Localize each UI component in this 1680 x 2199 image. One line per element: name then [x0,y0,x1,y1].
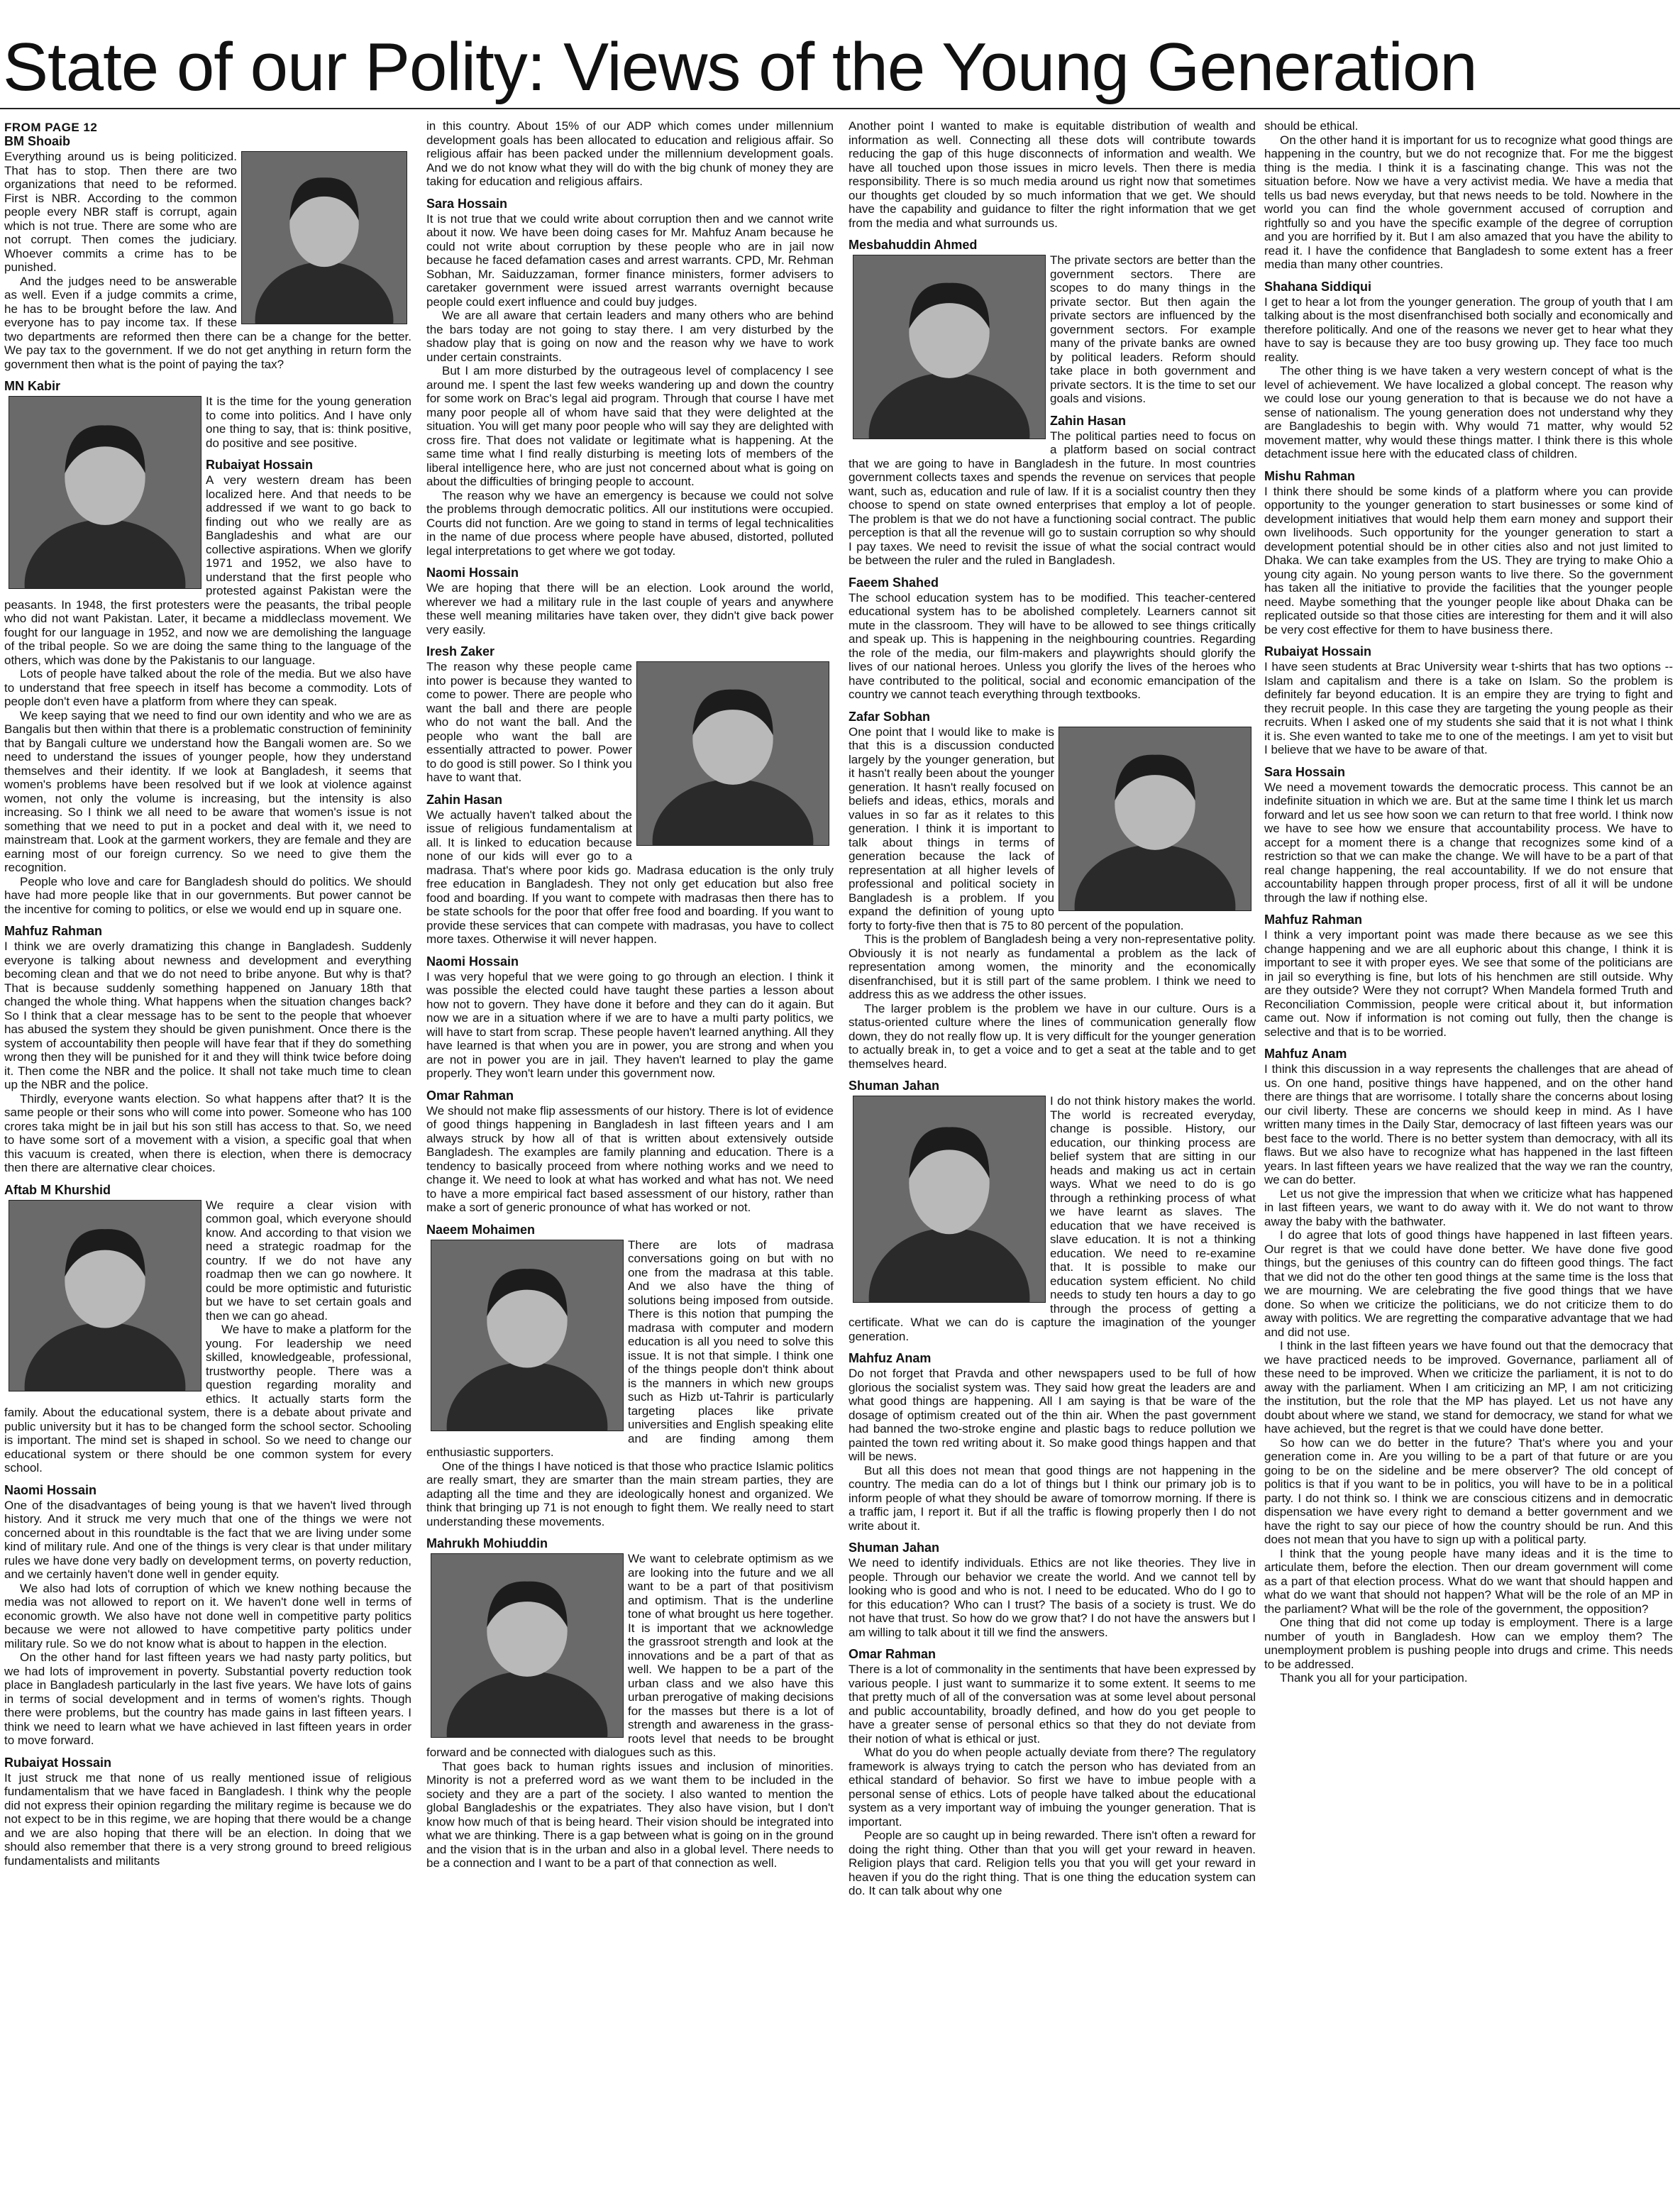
portrait-silhouette-icon [9,397,201,588]
speaker-name: Mishu Rahman [1264,468,1356,483]
body-paragraph: I think there should be some kinds of a platform where you can provide opportunity to the younger generation to start businesses or some kind of development initiatives that would help them earn money and support their own livelihoods. Such opportunity for the younger generation to start a development potential should be in other cities also and not just limited to Dhaka. We can take examples from the US. They are trying to make Ohio a young city again. No young person wants to live there. So the government has taken all the initiative to provide the facilities that the younger people need. Maybe something that the younger people like about Dhaka can be replicated outside so that those cities are interesting for them and it will also be very cost effective for them to have business there. [1264,484,1673,636]
portrait-photo-iresh-zaker [636,661,829,846]
portrait-silhouette-icon [1059,727,1251,910]
speaker-name: Faeem Shahed [849,575,939,590]
body-paragraph: One of the things I have noticed is that those who practice Islamic politics are really smart, they are smarter than the main stream parties, they are adapting all the time and they are ideologically honest and organized. We think that bringing up 71 is not enough to fight them. We really need to start understanding these movements. [426,1459,834,1528]
body-paragraph: We are hoping that there will be an election. Look around the world, wherever we had a military rule in the last couple of years and anywhere these well meaning militaries have taken over, they didn't give back power very easily. [426,581,834,636]
body-paragraph: It is the time for the young generation to come into politics. And I have only one thing to say, that is: think positive, do positive and see positive. [206,395,411,450]
portrait-photo-mahrukh-mohiuddin [431,1553,624,1738]
column-3 [849,119,1256,2188]
portrait-photo-shuman-jahan [853,1096,1046,1303]
body-paragraph: There is a lot of commonality in the sentiments that have been expressed by various people. I just want to summarize it to some extent. It seems to me that pretty much of all of the conversation was at some level about personal and public accountability, broadly defined, and how do you get people to have a greater sense of personal ethics so that they do not deviate from their notion of what is ethical or just. [849,1663,1256,1746]
speaker-name: Naeem Mohaimen [426,1222,536,1237]
body-paragraph: One of the disadvantages of being young is that we haven't lived through history. And it struck me very much that one of the things we were not concerned about in this roundtable is the fact that we are living under some kind of military rule. And one of the things is very clear is that under military rules we have done very badly on development terms, on poverty reduction, and we certainly haven't done well in gender equity. [4,1498,411,1581]
body-paragraph: I get to hear a lot from the younger generation. The group of youth that I am talking about is the most disenfranchised both socially and economically and therefore politically. And one of the reasons we never get to hear what they have to say is because they are too busy growing up. They face too much reality. [1264,294,1673,364]
body-paragraph: We actually haven't talked about the issue of religious fundamentalism at all. It is linked to education because none of our kids will ever go to a madrasa. That's where poor kids go. Madrasa education is the only truly free education in Bangladesh. They not only get education but also free food and boarding. If you want to compete with madrasas then there has to be state schools for the poor that offer free food and boarding. If you want to provide these services that can compete with madrasas, you have to collect more taxes. Otherwise it will never happen. [426,808,834,946]
portrait-silhouette-icon [637,662,829,845]
portrait-photo-naeem-mohaimen [431,1240,624,1431]
body-paragraph: Everything around us is being politicized. That has to stop. Then there are two organizations that need to be reformed. First is NBR. According to the common people every NBR staff is corrupt, again which is not true. There are some who are not corrupt. Then comes the judiciary. Whoever commits a crime has to be punished. [4,150,237,274]
body-paragraph: We have to make a platform for the young. For leadership we need skilled, knowledgeable, professional, trustworthy people. There was a question regarding morality and ethics. It actually starts form the family. About the educational system, there is a debate about private and public university but it has to be changed form the school sector. Schooling is important. The mind set is shaped in school. So we need to change our educational system or there should be one common system for every school. [4,1323,411,1475]
speaker-name: Zafar Sobhan [849,709,931,724]
portrait-photo-mesbahuddin-ahmed [853,255,1046,439]
body-paragraph: Thank you all for your participation. [1280,1671,1468,1685]
body-paragraph: We should not make flip assessments of our history. There is lot of evidence of good things happening in Bangladesh in last fifteen years and I am always struck by how all of that is written about extensively outside Bangladesh. The examples are family planning and education. There is a tendency to basically proceed from where nothing works and we need to change it. We need to look at what has worked and what has not. We need to have a more empirical fact based assessment of our history, rather than make a sort of generic pronounce of what has worked or not. [426,1103,834,1214]
column-1 [4,133,411,2188]
speaker-name: Rubaiyat Hossain [4,1755,112,1770]
body-paragraph: People who love and care for Bangladesh should do politics. We should have had more people like that in our governments. But power cannot be the incentive for coming to politics, or else we would end up in square one. [4,874,411,916]
body-paragraph: Lots of people have talked about the role of the media. But we also have to understand that free speech in itself has become a commodity. Lots of people don't even have a platform from where they can speak. [4,667,411,708]
speaker-name: Mahrukh Mohiuddin [426,1536,548,1550]
speaker-name: Omar Rahman [849,1647,936,1661]
body-paragraph: It just struck me that none of us really mentioned issue of religious fundamentalism that we have faced in Bangladesh. I think why the people did not express their opinion regarding the military regime is because we do not expect to be in this regime, we are hoping that there would be a change and we are also hoping that there will be an election. In doing that we should also remember that there is a very strong ground to breed religious fundamentalists and militants [4,1770,411,1868]
speaker-name: Shuman Jahan [849,1541,940,1555]
body-paragraph: I think a very important point was made there because as we see this change happening and we are all euphoric about this change, I think it is important to see it with proper eyes. We see that some of the politicians are in jail so everything is fine, but lots of his henchmen are still outside. Why are they outside? Were they not corrupt? When Mandela formed Truth and Reconciliation Commission, people were critical about it, but information came out. Now if information is not coming out fully, then the change is selective and that is to be worried. [1264,928,1673,1039]
speaker-name: Aftab M Khurshid [4,1182,111,1197]
body-paragraph: We require a clear vision with common goal, which everyone should know. And according to that vision we need a strategic roadmap for the country. If we do not have any roadmap then we can go nowhere. It could be more optimistic and futuristic but we have to set certain goals and then we can go ahead. [206,1198,411,1323]
body-paragraph: The larger problem is the problem we have in our culture. Ours is a status-oriented culture where the lines of communication generally flow down, they do not really flow up. It is very difficult for the younger generation to actually break in, to get a voice and to get a seat at the table and to get themselves heard. [849,1001,1256,1071]
speaker-name: Naomi Hossain [426,954,519,969]
portrait-silhouette-icon [853,255,1045,439]
body-paragraph: We want to celebrate optimism as we are looking into the future and we all want to be a part of that positivism and optimism. That is the underline tone of what brought us here together. It is important that we acknowledge the grassroot strength and look at the innovations and be a part of that as well. We happen to be a part of the urban class and we also have this urban prerogative of making decisions for the masses but there is a lot of strength and awareness in the grass-roots level that needs to be brought forward and be connected with dialogues such as this. [426,1552,834,1759]
body-paragraph: I have seen students at Brac University wear t-shirts that has two options -- Islam and capitalism and there is a take on Islam. So the problem is definitely far beyond education. It is an empire they are trying to fight and they recruit people. In this case they are targeting the young people as their recruits. When I asked one of my students she said that it is not what I think it is. She even wanted to take me to one of the meetings. I am yet to visit but I believe that we have to be aware of that. [1264,660,1673,756]
portrait-photo-mn-kabir [9,396,201,589]
speaker-name: Rubaiyat Hossain [206,458,314,472]
portrait-silhouette-icon [431,1240,623,1431]
body-paragraph: should be ethical. [1264,119,1359,133]
speaker-name: Naomi Hossain [4,1482,97,1497]
portrait-silhouette-icon [9,1201,201,1391]
speaker-name: Naomi Hossain [426,566,519,580]
body-paragraph: One point that I would like to make is that this is a discussion conducted largely by the younger generation, but it hasn't really been about the younger generation. It hasn't really focused on beliefs and ideas, ethics, morals and values in so far as it relates to this generation. I think it is important to talk about things in terms of generation because the lack of representation at all higher levels of professional and political society in Bangladesh is a problem. If you expand the definition of young upto forty to forty-five then that is 75 to 80 percent of the population. [849,724,1184,932]
body-paragraph: I do not think history makes the world. The world is recreated everyday, change is possible. History, our education, our thinking process are belief system that are sitting in our heads and making us act in certain ways. What we need to do is go through a rethinking process of what we have learnt as slaves. The education that we have received is slave education. It is not a thinking education. We need to re-examine that. It is possible to make our education system efficient. No child needs to study ten hours a day to go through the process of getting a certificate. What we can do is capture the imagination of the younger generation. [849,1094,1256,1343]
portrait-photo-bm-shoaib [241,151,407,324]
body-paragraph: We also had lots of corruption of which we knew nothing because the media was not allowed to report on it. We haven't done well in terms of economic growth. We also have not done well in competitive party politics because we were not allowed to have competitive party politics under military rule. So we do not know what is about to happen in the election. [4,1581,411,1650]
body-paragraph: The other thing is we have taken a very western concept of what is the level of achievement. We have localized a global concept. The reason why we could lose our young generation to that is because we do not have a sense of nationalism. The young generation does not understand why they are Bangladeshis to begin with. Why would 71 matter, why would 52 movement matter, why would these things matter. I think there is this whole detachment issue here with the educated class of children. [1264,364,1673,461]
body-paragraph: What do you do when people actually deviate from there? The regulatory framework is always trying to catch the person who has deviated from an ethical standard of behavior. So first we have to imbue people with a personal sense of ethics. Lots of people have talked about the educational system as a very important way of imbuing the younger generation. That is important. [849,1746,1256,1829]
body-paragraph: One thing that did not come up today is employment. There is a large number of youth in Bangladesh. How can we employ them? The unemployment problem is pushing people into drugs and crime. This needs to be addressed. [1264,1616,1673,1671]
body-paragraph: I think in the last fifteen years we have found out that the democracy that we have practiced needs to be improved. Governance, parliament all of these need to be improved. When we criticize the parliament, it is not to do away with the parliament. When I am criticizing an MP, I am not criticizing the institution, but the role that the MP has played. Let us not have any doubt about where we stand, we stand for democracy, we stand for what we have achieved, but the regret is that we could have done better. [1264,1339,1673,1435]
speaker-name: BM Shoaib [4,134,70,148]
body-paragraph: The political parties need to focus on a platform based on social contract that we are going to have in Bangladesh in the future. In most countries government collects taxes and spends the revenue on services that people want, such as, education and rule of law. If it is a socialist country then they choose to spend on state owned enterprises that employ a lot of people. The problem is that we do not have a functioning social contract. The public perception is that all the revenue will go to sustain corruption so why should I pay taxes. We need to revisit the issue of what the social contract would be between the ruler and the ruled in Bangladesh. [849,429,1256,567]
body-paragraph: Another point I wanted to make is equitable distribution of wealth and information as well. Connecting all these dots will contribute towards reducing the gap of this huge disconnects of information and wealth. We have all touched upon those issues in micro levels. Then there is media responsibility. There is so much media around us right now that sometimes our thoughts get clouded by so much information that we get. We should have the capability and guidance to filter the right information that we get from the media and what surrounds us. [849,119,1256,230]
body-paragraph: We need to identify individuals. Ethics are not like theories. They live in people. Through our behavior we create the world. And we cannot tell by looking who is good and who is not. I need to be educated. Who do I go to for this education? Who can I trust? The basis of a society is trust. We do not have that trust. So how do we grow that? I do not have the answers but I am willing to talk about it till we find the answers. [849,1556,1256,1639]
speaker-name: Mahfuz Rahman [1264,913,1363,927]
body-paragraph: On the other hand it is important for us to recognize what good things are happening in the country, but we do not recognize that. For me the biggest thing is the media. I think it is a fascinating change. This was not the situation before. Now we have a very activist media. We have a media that tells us bad news everyday, but that news needs to be told. Nowhere in the world you can find the whole government accused of corruption and rightfully so and you have the specific example of the degree of corruption and you are horrified by it. But I am also amazed that you have the ability to read it. I have the confidence that Bangladesh to some extent has a freer media than many other countries. [1264,133,1673,271]
speaker-name: Zahin Hasan [426,792,503,807]
body-paragraph: The private sectors are better than the government sectors. There are scopes to do many things in the private sector. But then again the private sectors are influenced by the government sectors. For example many of the private banks are owned by political leaders. Reform should take place in both government and private sectors. It is the time to set our goals and visions. [1050,253,1256,405]
body-paragraph: A very western dream has been localized here. And that needs to be addressed if we want to go back to finding out who we really are as Bangladeshis and what are our collective aspirations. When we glorify 1971 and 1952, we also have to understand that the first people who protested against Pakistan were the peasants. In 1948, the first protesters were the peasants, the tribal people who did not want Pakistan. Later, it became a middleclass movement. We fought for our language in 1952, and now we are demolishing the language of the tribal people. So we are doing the same thing to the language of the others, which was done by the Pakistanis to our language. [4,473,411,667]
speaker-name: Mesbahuddin Ahmed [849,238,978,252]
body-paragraph: This is the problem of Bangladesh being a very non-representative polity. Obviously it is not nearly as fundamental a problem as the lack of representation among women, the minority and the economically disenfranchised, but it is still part of the same problem. I think we need to address this as we address the other issues. [849,932,1256,1001]
body-paragraph: And the judges need to be answerable as well. Even if a judge commits a crime, he has to be brought before the law. And everyone has to pay income tax. If these two departments are reformed then there can be a change for the better. We pay tax to the government. If we do not get anything in return form the government then what is the point of paying the tax? [4,274,411,371]
body-paragraph: People are so caught up in being rewarded. There isn't often a reward for doing the right thing. Other than that you will get your reward in heaven. Religion plays that card. Religion tells you that you will get your reward in heaven if you do the right thing. That is one thing the education system can do. It can talk about why one [849,1829,1256,1897]
portrait-photo-zafar-sobhan [1059,727,1251,911]
body-paragraph: Let us not give the impression that when we criticize what has happened in last fifteen years, we want to do away with it. We do not want to throw away the baby with the bathwater. [1264,1186,1673,1228]
body-paragraph: The school education system has to be modified. This teacher-centered educational system has to be abolished completely. Learners cannot sit mute in the classroom. They will have to be allowed to see things critically and speak up. This is happening in the neighbouring countries. Regarding the role of the media, our film-makers and playwrights should glorify the lives of our national heroes. Unless you glorify the lives of the heroes who have contributed to the political, social and economic emancipation of the country we cannot teach everything through textbooks. [849,590,1256,701]
body-paragraph: There are lots of madrasa conversations going on but with no one from the madrasa at this table. And we also have the thing of solutions being imposed from outside. There is this notion that pumping the madrasa with computer and modern education is all you need to solve this issue. It is not that simple. I think one of the things people don't think about is the manners in which new groups such as Hizb ut-Tahrir is particularly targeting places like private universities and English speaking elite and are finding among them enthusiastic supporters. [426,1238,834,1459]
body-paragraph: I think this discussion in a way represents the challenges that are ahead of us. On one hand, positive things have happened, and on the other hand there are things that are worrisome. I totally share the concerns about losing our civil liberty. These are concerns we should keep in mind. As I have written many times in the Daily Star, democracy of last fifteen years was our best face to the world. There is no better system than democracy, with all its flaws. But we also have to recognize what has happened in the last fifteen years. In last fifteen years we have realized that the way we ran the country, we can do better. [1264,1062,1673,1186]
speaker-name: Iresh Zaker [426,644,495,658]
body-paragraph: So how can we do better in the future? That's where you and your generation come in. Are you willing to be a part of that future or are you going to be on the sideline and be mere observer? The old concept of politics is that if you want to be in politics, you will have to be in a political party. I do not think so. I think we are conscious citizens and in democratic dispensation we have every right to demand a better government and we have the right to say our piece of how the country should be run. And this does not mean that you have to sign up with a political party. [1264,1435,1673,1546]
speaker-name: Shahana Siddiqui [1264,279,1372,294]
portrait-silhouette-icon [431,1554,623,1737]
speaker-name: Rubaiyat Hossain [1264,644,1372,658]
speaker-name: Mahfuz Anam [1264,1047,1347,1061]
body-paragraph: I think we are overly dramatizing this change in Bangladesh. Suddenly everyone is talking about newness and development and everything becoming clean and that we do not need to bribe anyone. But why is that? That is because suddenly something happened on January 18th that changed the whole thing. What happens when the situation changes back? So I think that a clear message has to be sent to the people that whoever has abused the system they should be given punishment. Once there is the system of accountability then people will have fear that if they do something wrong then they will be punished for it and they will think twice before doing it. Then come the NBR and the police. It shall not take much time to clean up the NBR and the police. [4,939,411,1091]
body-paragraph: But all this does not mean that good things are not happening in the country. The media can do a lot of things but I think our primary job is to inform people of what they should be aware of tomorrow morning. If there is a traffic jam, I report it. But if all the traffic is flowing properly then I do not write about it. [849,1463,1256,1533]
body-paragraph: Thirdly, everyone wants election. So what happens after that? It is the same people or their sons who will come into power. Someone who has 100 crores taka might be in jail but his son still has access to that. So, we need to have some sort of a movement with a vision, a specific goal that when this vacuum is created, when there is election, when there is democracy then there are alternative clear choices. [4,1091,411,1174]
body-paragraph: I do agree that lots of good things have happened in last fifteen years. Our regret is that we could have done better. We have done five good things, but the geniuses of this country can do fifteen good things. The fact that we did not do the other ten good things at the same time is the loss that we are mourning. We are celebrating the five good things that we have done. So when we criticize the politicians, we do not criticize them to do away with politics. We are regretting the comparative advantage that we had and did not use. [1264,1228,1673,1339]
body-paragraph: We need a movement towards the democratic process. This cannot be an indefinite situation in which we are. But at the same time I think let us march forward and let us see how soon we can return to that free world. I think now we have to see how we ensure that accountability process. We have to accept for a moment there is a change that recognizes some kind of a restriction so that we can make the change. We will have to be a part of that real change happening, the real accountability. If we do not ensure that accountability happen through proper process, first of all it will be undone through the law if nothing else. [1264,780,1673,905]
portrait-silhouette-icon [242,152,407,324]
body-paragraph: But I am more disturbed by the outrageous level of complacency I see around me. I spent the last few weeks wandering up and down the country for some work on Brac's legal aid program. Through that course I have met many poor people all of whom have said that they were delighted at the situation. You will get many poor people who will say they are delighted with cross fire. That does not validate or legitimate what is happening. At the same time what I find really disturbing is meeting lots of members of the liberal intelligence here, who are just not concerned about what is going on about the difficulties of bringing people to account. [426,364,834,488]
body-paragraph: I was very hopeful that we were going to go through an election. I think it was possible the elected could have taught these parties a lesson about how not to govern. They have done it before and they can do it again. But now we are in a situation where if we are to have a multi party politics, we will have to start from scrap. These people haven't learned anything. All they have learned is that when you are in power, you are strong and when you are not in power you are in jail. They haven't learned to play the game properly. They won't learn under this government now. [426,969,834,1080]
speaker-name: Omar Rahman [426,1088,514,1103]
headline: State of our Polity: Views of the Young Generation [3,29,1477,105]
body-paragraph: We are all aware that certain leaders and many others who are behind the bars today are not going to stay there. I am very disturbed by the shadow play that is going on now and the reason why we have to work under certain constraints. [426,309,834,364]
body-paragraph: That goes back to human rights issues and inclusion of minorities. Minority is not a preferred word as we want them to be included in the society and they are a part of the society. I also wanted to mention the global Bangladeshis or the expatriates. They also have vision, but I don't know how much of that is being heard. Their vision should be integrated into what we are thinking. There is a gap between what is going on in the ground and the vision that is in the urban and also in a global level. There needs to be a connection and I want to be a part of that connection as well. [426,1759,834,1870]
speaker-name: Sara Hossain [1264,764,1346,779]
speaker-name: Mahfuz Anam [849,1351,932,1365]
portrait-silhouette-icon [853,1096,1045,1302]
speaker-name: Shuman Jahan [849,1079,940,1093]
body-paragraph: I think that the young people have many ideas and it is the time to articulate them, before the election. Then our dream government will come as a part of that election process. What do we want that should happen and what do we want that should not happen? What will be the role of an MP in the parliament? What will be the role of the government, the opposition? [1264,1546,1673,1616]
portrait-photo-aftab-khurshid [9,1200,201,1391]
body-paragraph: in this country. About 15% of our ADP which comes under millennium development goals has been allocated to education and religious affair. So religious affair has been packed under the millennium development goals. And we do not know what they will do with the big chunk of money they are taking for education and religious affairs. [426,119,834,188]
speaker-name: Zahin Hasan [1050,413,1127,428]
column-4 [1264,119,1673,2188]
body-paragraph: We keep saying that we need to find our own identity and who we are as Bangalis but then within that there is a problematic construction of femininity that by Bangali culture we understand how the Bangali women are. So we need to understand the issues of younger people, how they understand themselves and their identity. If we look at Bangladesh, it seems that women's problems have been resolved but if we look at violence against women, not only the volume is increasing, but the intensity is also increasing. So I think we all need to be aware that women's issue is not something that we need to put in a pocket and deal with it, we need to mainstream that. Look at the garment workers, they are female and they are earning most of our foreign currency. So we need to give them the recognition. [4,708,411,874]
speaker-name: Sara Hossain [426,196,508,211]
speaker-name: MN Kabir [4,379,61,393]
body-paragraph: The reason why these people came into power is because they wanted to come to power. There are people who want the ball and there are people who do not want the ball. And the people who want the ball are essentially attracted to power. Power to do good is still power. So I think you have to want that. [426,660,632,784]
speaker-name: Mahfuz Rahman [4,924,103,938]
body-paragraph: The reason why we have an emergency is because we could not solve the problems through democratic politics. All our institutions were occupied. Courts did not function. Are we going to stand in terms of legal technicalities in the name of due process where people have abused, distorted, polluted legal interpretations to get where we got today. [426,488,834,558]
headline-rule [0,108,1680,109]
body-paragraph: On the other hand for last fifteen years we had nasty party politics, but we had lots of improvement in poverty. Substantial poverty reduction took place in Bangladesh particularly in the last five years. We have lots of gains in terms of social development and in terms of women's rights. Though there were problems, but the country has made gains in last fifteen years. I think we need to learn what we have achieved in last fifteen years in order to move forward. [4,1650,411,1747]
column-2 [426,119,834,2188]
body-paragraph: It is not true that we could write about corruption then and we cannot write about it now. We have been doing cases for Mr. Mahfuz Anam because he could not write about corruption by these people who are in jail now because he faced defamation cases and arrest warrants. CPD, Mr. Rehman Sobhan, Mr. Saiduzzaman, former finance ministers, former advisers to caretaker government were issued arrest warrants overnight because people could exert influence and could buy judges. [426,211,834,309]
continued-from-label: FROM PAGE 12 [4,121,98,134]
body-paragraph: Do not forget that Pravda and other newspapers used to be full of how glorious the socialist system was. They said how great the leaders are and what good things are happening. All I am saying is that be ware of the dosage of optimism created out of the thin air. When the past government had banned the two-stroke engine and plastic bags to reduce pollution we painted the town red writing about it. So make good things happen and that will be news. [849,1367,1256,1463]
